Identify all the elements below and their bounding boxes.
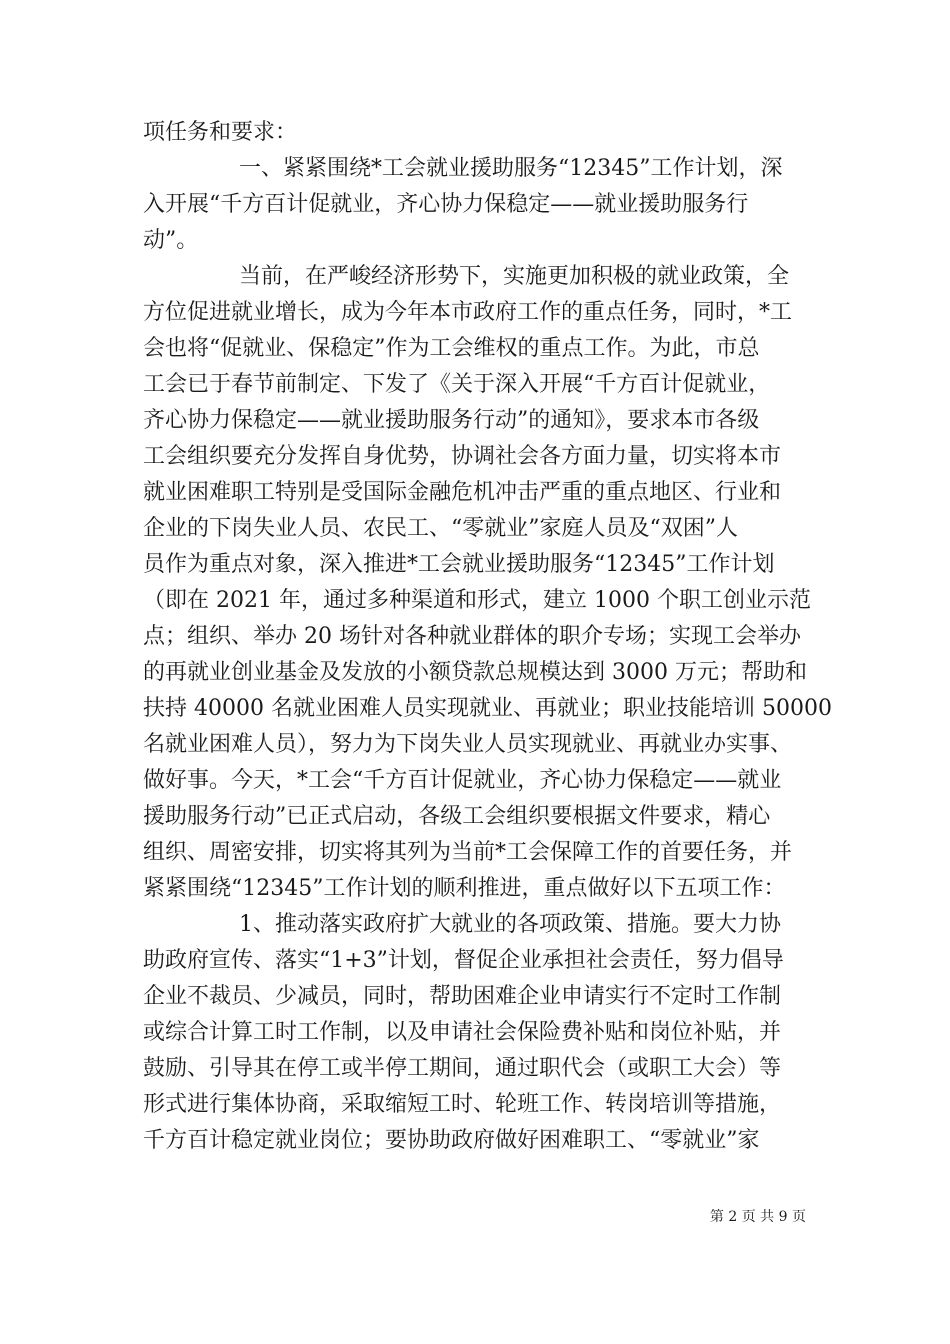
- text-line: 动”。: [143, 228, 199, 253]
- document-body: [143, 115, 832, 1159]
- text-line: 紧紧围绕“12345”工作计划的顺利推进，重点做好以下五项工作：: [143, 876, 786, 901]
- text-line: 会也将“促就业、保稳定”作为工会维权的重点工作。为此，市总: [143, 336, 760, 361]
- page-number: 第 2 页 共 9 页: [709, 1209, 806, 1225]
- text-line: （即在 2021 年，通过多种渠道和形式，建立 1000 个职工创业示范: [143, 588, 811, 613]
- text-line: 助政府宣传、落实“1+3”计划，督促企业承担社会责任，努力倡导: [143, 948, 784, 973]
- text-line: 工会组织要充分发挥自身优势，协调社会各方面力量，切实将本市: [143, 444, 782, 469]
- text-line: 鼓励、引导其在停工或半停工期间，通过职代会（或职工大会）等: [143, 1056, 782, 1081]
- text-line: 企业不裁员、少减员，同时，帮助困难企业申请实行不定时工作制: [143, 984, 782, 1009]
- paragraph-heading-1: 一、紧紧围绕*工会就业援助服务“12345”工作计划，深: [239, 156, 783, 181]
- text-line: 企业的下岗失业人员、农民工、“零就业”家庭人员及“双困”人: [143, 516, 738, 541]
- text-line: 齐心协力保稳定——就业援助服务行动”的通知》，要求本市各级: [143, 408, 760, 433]
- text-line: 就业困难职工特别是受国际金融危机冲击严重的重点地区、行业和: [143, 480, 782, 505]
- paragraph-item-1: 1、推动落实政府扩大就业的各项政策、措施。要大力协: [239, 912, 781, 937]
- text-line: 形式进行集体协商，采取缩短工时、轮班工作、转岗培训等措施，: [143, 1092, 782, 1117]
- text-line: 的再就业创业基金及发放的小额贷款总规模达到 3000 万元；帮助和: [143, 660, 807, 685]
- text-line: 项任务和要求：: [143, 120, 298, 145]
- text-line: 扶持 40000 名就业困难人员实现就业、再就业；职业技能培训 50000: [143, 696, 832, 721]
- text-line: 方位促进就业增长，成为今年本市政府工作的重点任务，同时，*工: [143, 300, 793, 325]
- text-line: 入开展“千方百计促就业，齐心协力保稳定——就业援助服务行: [143, 192, 749, 217]
- text-line: 千方百计稳定就业岗位；要协助政府做好困难职工、“零就业”家: [143, 1128, 760, 1153]
- text-line: 援助服务行动”已正式启动，各级工会组织要根据文件要求，精心: [143, 804, 771, 829]
- paragraph-start: 当前，在严峻经济形势下，实施更加积极的就业政策，全: [239, 264, 790, 289]
- text-line: 做好事。今天，*工会“千方百计促就业，齐心协力保稳定——就业: [143, 768, 782, 793]
- text-line: 组织、周密安排，切实将其列为当前*工会保障工作的首要任务，并: [143, 840, 793, 865]
- text-line: 员作为重点对象，深入推进*工会就业援助服务“12345”工作计划: [143, 552, 775, 577]
- text-line: 名就业困难人员），努力为下岗失业人员实现就业、再就业办实事、: [143, 732, 793, 757]
- text-line: 或综合计算工时工作制，以及申请社会保险费补贴和岗位补贴，并: [143, 1020, 782, 1045]
- text-line: 工会已于春节前制定、下发了《关于深入开展“千方百计促就业，: [143, 372, 771, 397]
- text-line: 点；组织、举办 20 场针对各种就业群体的职介专场；实现工会举办: [143, 624, 801, 649]
